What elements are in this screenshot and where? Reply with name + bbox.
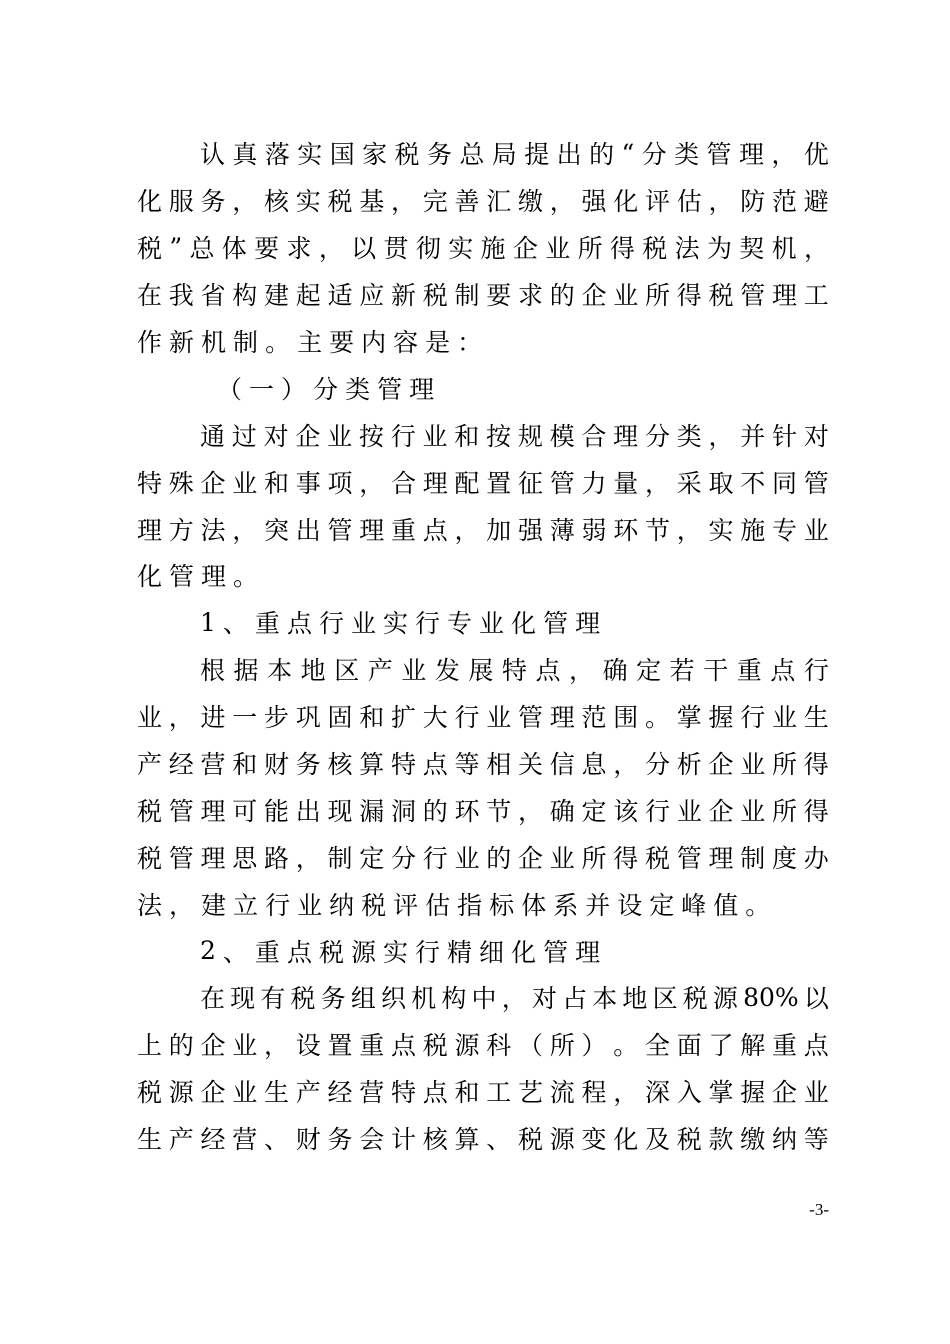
text-line: 税 源 企 业 生 产 经 营 特 点 和 工 艺 流 程 ， 深 入 掌 握 企 业: [137, 1078, 829, 1108]
text-line: 税 管 理 可 能 出 现 漏 洞 的 环 节 ， 确 定 该 行 业 企 业 所 得: [137, 796, 829, 826]
text-line: 生 产 经 营 、 财 务 会 计 核 算 、 税 源 变 化 及 税 款 缴 纳 等: [137, 1125, 829, 1155]
page-number: -3-: [809, 1200, 829, 1219]
text-line: 2 、 重 点 税 源 实 行 精 细 化 管 理: [200, 936, 601, 967]
text-line: 业 ， 进 一 步 巩 固 和 扩 大 行 业 管 理 范 围 。 掌 握 行 业 生: [137, 703, 829, 733]
text-line: 在 我 省 构 建 起 适 应 新 税 制 要 求 的 企 业 所 得 税 管 理 工: [137, 281, 829, 311]
text-line: 上 的 企 业 ， 设 置 重 点 税 源 科 （ 所 ） 。 全 面 了 解 重 点: [137, 1031, 829, 1061]
text-line: 特 殊 企 业 和 事 项 ， 合 理 配 置 征 管 力 量 ， 采 取 不 同 管: [137, 468, 829, 498]
document-body: [137, 130, 829, 1162]
text-line: 认 真 落 实 国 家 税 务 总 局 提 出 的 “ 分 类 管 理 ， 优: [200, 138, 829, 170]
text-line: 产 经 营 和 财 务 核 算 特 点 等 相 关 信 息 ， 分 析 企 业 所 得: [137, 750, 829, 780]
text-line: 在 现 有 税 务 组 织 机 构 中 ， 对 占 本 地 区 税 源 80% 以: [200, 982, 829, 1014]
text-line: 作 新 机 制 。 主 要 内 容 是 ：: [137, 328, 483, 357]
text-line: 1 、 重 点 行 业 实 行 专 业 化 管 理: [200, 607, 601, 639]
text-line: 税 管 理 思 路 ， 制 定 分 行 业 的 企 业 所 得 税 管 理 制 度 办: [137, 843, 829, 873]
text-line: 通 过 对 企 业 按 行 业 和 按 规 模 合 理 分 类 ， 并 针 对: [200, 421, 829, 451]
text-line: 法 ， 建 立 行 业 纳 税 评 估 指 标 体 系 并 设 定 峰 值 。: [137, 890, 771, 920]
text-line: （ 一 ） 分 类 管 理: [217, 374, 435, 404]
text-line: 理 方 法 ， 突 出 管 理 重 点 ， 加 强 薄 弱 环 节 ， 实 施 专 业: [137, 515, 829, 545]
text-line: 化 服 务 ， 核 实 税 基 ， 完 善 汇 缴 ， 强 化 评 估 ， 防 范 避: [137, 187, 829, 217]
text-line: 化 管 理 。: [137, 562, 259, 592]
text-line: 根 据 本 地 区 产 业 发 展 特 点 ， 确 定 若 干 重 点 行: [200, 656, 829, 686]
text-line: 税 ” 总 体 要 求 ， 以 贯 彻 实 施 企 业 所 得 税 法 为 契 机 ，: [137, 232, 829, 264]
